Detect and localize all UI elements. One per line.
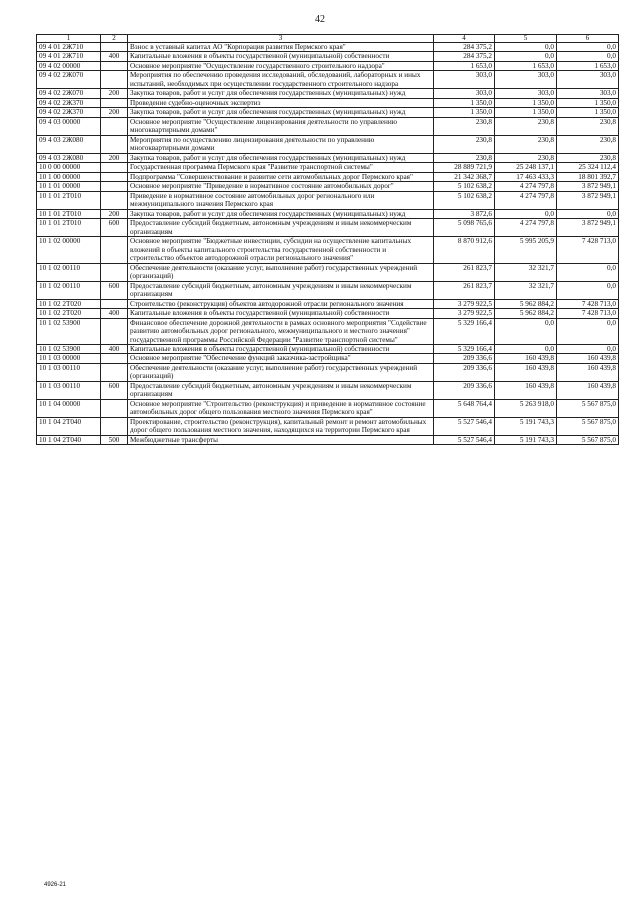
table-row: [37, 435, 619, 444]
amount-col5-cell: 0,0: [495, 209, 557, 218]
code-cell: 09 4 01 2Ж710: [37, 43, 101, 52]
code-cell: 10 1 01 2Т010: [37, 191, 101, 209]
code-cell: 10 1 02 00110: [37, 281, 101, 299]
expense-type-cell: [101, 399, 128, 417]
amount-col4-cell: 303,0: [434, 71, 495, 89]
amount-col6-cell: 7 428 713,0: [557, 309, 619, 318]
expense-type-cell: 500: [101, 435, 128, 444]
table-row: [37, 209, 619, 218]
amount-col6-cell: 18 801 392,7: [557, 172, 619, 181]
name-cell: Предоставление субсидий бюджетным, автономным учреждениям и иным некоммерческим организациям: [128, 219, 434, 237]
amount-col6-cell: 230,8: [557, 153, 619, 162]
amount-col4-cell: 209 336,6: [434, 363, 495, 381]
table-row: [37, 71, 619, 89]
amount-col6-cell: 0,0: [557, 43, 619, 52]
amount-col6-cell: 5 567 875,0: [557, 399, 619, 417]
amount-col4-cell: 21 342 368,7: [434, 172, 495, 181]
table-row: [37, 108, 619, 117]
expense-type-cell: 200: [101, 153, 128, 162]
name-cell: Основное мероприятие "Бюджетные инвестиции, субсидии на осуществление капитальных вложений в объекты капитального строительства государственной собственности и строительство объектов автодорожной отрасли регионального значения": [128, 237, 434, 263]
expense-type-cell: [101, 61, 128, 70]
name-cell: Основное мероприятие "Приведение в нормативное состояние автомобильных дорог": [128, 182, 434, 191]
col-header-2: 2: [101, 35, 128, 43]
name-cell: Подпрограмма "Совершенствование и развитие сети автомобильных дорог Пермского края": [128, 172, 434, 181]
code-cell: 09 4 02 2Ж370: [37, 98, 101, 107]
table-row: [37, 117, 619, 135]
code-cell: 09 4 01 2Ж710: [37, 52, 101, 61]
table-row: [37, 309, 619, 318]
amount-col5-cell: 160 439,8: [495, 363, 557, 381]
code-cell: 10 1 04 2Т040: [37, 417, 101, 435]
amount-col6-cell: 0,0: [557, 318, 619, 344]
expense-type-cell: [101, 98, 128, 107]
table-row: [37, 219, 619, 237]
code-cell: 10 1 03 00110: [37, 381, 101, 399]
name-cell: Проведение судебно-оценочных экспертиз: [128, 98, 434, 107]
amount-col5-cell: 5 962 884,2: [495, 309, 557, 318]
name-cell: Финансовое обеспечение дорожной деятельности в рамках основного мероприятия "Содействие развитию автомобильных дорог регионального, межмуниципального и местного значения" государственной программы Российской Федерации "Развитие транспортной системы": [128, 318, 434, 344]
amount-col5-cell: 0,0: [495, 318, 557, 344]
name-cell: Взнос в уставный капитал АО "Корпорация развития Пермского края": [128, 43, 434, 52]
expense-type-cell: 600: [101, 219, 128, 237]
expense-type-cell: 400: [101, 52, 128, 61]
name-cell: Основное мероприятие "Обеспечение функций заказчика-застройщика": [128, 354, 434, 363]
expense-type-cell: 200: [101, 89, 128, 98]
amount-col4-cell: 5 329 166,4: [434, 318, 495, 344]
code-cell: 10 1 02 2Т020: [37, 309, 101, 318]
name-cell: Межбюджетные трансферты: [128, 435, 434, 444]
table-row: [37, 399, 619, 417]
amount-col5-cell: 0,0: [495, 344, 557, 353]
amount-col5-cell: 4 274 797,8: [495, 182, 557, 191]
col-header-6: 6: [557, 35, 619, 43]
code-cell: 10 1 01 00000: [37, 182, 101, 191]
code-cell: 10 1 04 00000: [37, 399, 101, 417]
code-cell: 10 1 00 00000: [37, 172, 101, 181]
name-cell: Предоставление субсидий бюджетным, автономным учреждениям и иным некоммерческим организациям: [128, 381, 434, 399]
amount-col6-cell: 3 872 949,1: [557, 182, 619, 191]
amount-col6-cell: 160 439,8: [557, 363, 619, 381]
table-row: [37, 52, 619, 61]
expense-type-cell: [101, 417, 128, 435]
amount-col4-cell: 209 336,6: [434, 381, 495, 399]
table-row: [37, 61, 619, 70]
expense-type-cell: 400: [101, 344, 128, 353]
table-row: [37, 237, 619, 263]
table-row: [37, 172, 619, 181]
name-cell: Предоставление субсидий бюджетным, автономным учреждениям и иным некоммерческим организациям: [128, 281, 434, 299]
amount-col6-cell: 5 567 875,0: [557, 417, 619, 435]
code-cell: 09 4 02 2Ж070: [37, 89, 101, 98]
table-row: [37, 281, 619, 299]
expense-type-cell: [101, 135, 128, 153]
page-number: 42: [315, 14, 325, 25]
expense-type-cell: 200: [101, 108, 128, 117]
amount-col6-cell: 230,8: [557, 135, 619, 153]
amount-col6-cell: 0,0: [557, 281, 619, 299]
name-cell: Закупка товаров, работ и услуг для обеспечения государственных (муниципальных) нужд: [128, 153, 434, 162]
amount-col6-cell: 3 872 949,1: [557, 191, 619, 209]
code-cell: 10 1 01 2Т010: [37, 219, 101, 237]
code-cell: 10 1 01 2Т010: [37, 209, 101, 218]
amount-col4-cell: 3 279 922,5: [434, 309, 495, 318]
amount-col4-cell: 5 102 638,2: [434, 191, 495, 209]
amount-col6-cell: 1 350,0: [557, 108, 619, 117]
amount-col5-cell: 230,8: [495, 135, 557, 153]
amount-col4-cell: 5 329 166,4: [434, 344, 495, 353]
amount-col5-cell: 32 321,7: [495, 263, 557, 281]
table-row: [37, 163, 619, 172]
table-row: [37, 299, 619, 308]
col-header-1: 1: [37, 35, 101, 43]
code-cell: 10 1 02 53900: [37, 344, 101, 353]
amount-col4-cell: 5 098 765,6: [434, 219, 495, 237]
code-cell: 09 4 03 2Ж080: [37, 153, 101, 162]
table-row: [37, 417, 619, 435]
name-cell: Основное мероприятие "Осуществление лицензирования деятельности по управлению многоквартирными домами": [128, 117, 434, 135]
amount-col6-cell: 160 439,8: [557, 381, 619, 399]
amount-col5-cell: 5 263 918,0: [495, 399, 557, 417]
name-cell: Основное мероприятие "Осуществление государственного строительного надзора": [128, 61, 434, 70]
code-cell: 09 4 02 00000: [37, 61, 101, 70]
table-row: [37, 354, 619, 363]
amount-col5-cell: 0,0: [495, 43, 557, 52]
name-cell: Мероприятия по обеспечению проведения исследований, обследований, лабораторных и иных испытаний, необходимых при осуществлении государственного строительного надзора: [128, 71, 434, 89]
amount-col4-cell: 284 375,2: [434, 43, 495, 52]
name-cell: Приведение в нормативное состояние автомобильных дорог регионального или межмуниципального значения Пермского края: [128, 191, 434, 209]
expense-type-cell: 600: [101, 381, 128, 399]
table-row: [37, 182, 619, 191]
amount-col5-cell: 5 191 743,3: [495, 417, 557, 435]
name-cell: Государственная программа Пермского края "Развитие транспортной системы": [128, 163, 434, 172]
col-header-5: 5: [495, 35, 557, 43]
code-cell: 10 1 03 00110: [37, 363, 101, 381]
amount-col4-cell: 3 872,6: [434, 209, 495, 218]
table-body: [37, 43, 619, 445]
code-cell: 09 4 03 00000: [37, 117, 101, 135]
amount-col4-cell: 261 823,7: [434, 281, 495, 299]
amount-col4-cell: 5 527 546,4: [434, 417, 495, 435]
expense-type-cell: [101, 263, 128, 281]
amount-col4-cell: 8 870 912,6: [434, 237, 495, 263]
amount-col6-cell: 230,8: [557, 117, 619, 135]
name-cell: Капитальные вложения в объекты государственной (муниципальной) собственности: [128, 344, 434, 353]
name-cell: Обеспечение деятельности (оказание услуг, выполнение работ) государственных учреждений (организаций): [128, 263, 434, 281]
amount-col4-cell: 5 527 546,4: [434, 435, 495, 444]
name-cell: Строительство (реконструкция) объектов автодорожной отрасли регионального значения: [128, 299, 434, 308]
expense-type-cell: [101, 163, 128, 172]
code-cell: 10 1 03 00000: [37, 354, 101, 363]
amount-col6-cell: 0,0: [557, 52, 619, 61]
table-row: [37, 363, 619, 381]
amount-col5-cell: 303,0: [495, 71, 557, 89]
footer-code: 4926-21: [44, 882, 67, 888]
amount-col5-cell: 17 463 433,3: [495, 172, 557, 181]
amount-col6-cell: 0,0: [557, 263, 619, 281]
amount-col5-cell: 160 439,8: [495, 354, 557, 363]
code-cell: 09 4 02 2Ж070: [37, 71, 101, 89]
amount-col4-cell: 230,8: [434, 117, 495, 135]
amount-col6-cell: 303,0: [557, 89, 619, 98]
amount-col4-cell: 28 889 721,9: [434, 163, 495, 172]
code-cell: 10 1 02 2Т020: [37, 299, 101, 308]
amount-col5-cell: 0,0: [495, 52, 557, 61]
name-cell: Закупка товаров, работ и услуг для обеспечения государственных (муниципальных) нужд: [128, 209, 434, 218]
amount-col5-cell: 1 350,0: [495, 108, 557, 117]
amount-col4-cell: 5 648 764,4: [434, 399, 495, 417]
amount-col5-cell: 230,8: [495, 117, 557, 135]
amount-col4-cell: 209 336,6: [434, 354, 495, 363]
amount-col4-cell: 230,8: [434, 135, 495, 153]
expense-type-cell: 400: [101, 309, 128, 318]
amount-col5-cell: 303,0: [495, 89, 557, 98]
expense-type-cell: [101, 117, 128, 135]
amount-col6-cell: 303,0: [557, 71, 619, 89]
amount-col6-cell: 1 350,0: [557, 98, 619, 107]
name-cell: Проектирование, строительство (реконструкция), капитальный ремонт и ремонт автомобильных дорог общего пользования местного значения, находящихся на территории Пермского края: [128, 417, 434, 435]
amount-col6-cell: 7 428 713,0: [557, 299, 619, 308]
name-cell: Мероприятия по осуществлению лицензирования деятельности по управлению многоквартирными домами: [128, 135, 434, 153]
code-cell: 10 1 02 53900: [37, 318, 101, 344]
table-row: [37, 89, 619, 98]
expense-type-cell: 200: [101, 209, 128, 218]
amount-col5-cell: 230,8: [495, 153, 557, 162]
amount-col5-cell: 4 274 797,8: [495, 191, 557, 209]
amount-col4-cell: 230,8: [434, 153, 495, 162]
expense-type-cell: [101, 191, 128, 209]
table-row: [37, 191, 619, 209]
amount-col6-cell: 7 428 713,0: [557, 237, 619, 263]
expense-type-cell: [101, 299, 128, 308]
amount-col6-cell: 25 324 112,4: [557, 163, 619, 172]
name-cell: Основное мероприятие "Строительство (реконструкция) и приведение в нормативное состояние автомобильных дорог общего пользования местного значения Пермского края": [128, 399, 434, 417]
code-cell: 10 0 00 00000: [37, 163, 101, 172]
amount-col5-cell: 32 321,7: [495, 281, 557, 299]
col-header-4: 4: [434, 35, 495, 43]
table-row: [37, 98, 619, 107]
amount-col5-cell: 1 653,0: [495, 61, 557, 70]
code-cell: 10 1 02 00110: [37, 263, 101, 281]
expense-type-cell: [101, 71, 128, 89]
code-cell: 09 4 03 2Ж080: [37, 135, 101, 153]
amount-col6-cell: 160 439,8: [557, 354, 619, 363]
amount-col5-cell: 1 350,0: [495, 98, 557, 107]
amount-col5-cell: 5 995 205,9: [495, 237, 557, 263]
name-cell: Обеспечение деятельности (оказание услуг, выполнение работ) государственных учреждений (организаций): [128, 363, 434, 381]
name-cell: Капитальные вложения в объекты государственной (муниципальной) собственности: [128, 309, 434, 318]
table-row: [37, 43, 619, 52]
amount-col5-cell: 4 274 797,8: [495, 219, 557, 237]
expense-type-cell: [101, 318, 128, 344]
code-cell: 10 1 02 00000: [37, 237, 101, 263]
amount-col4-cell: 1 350,0: [434, 98, 495, 107]
table-row: [37, 344, 619, 353]
table-row: [37, 318, 619, 344]
table-row: [37, 263, 619, 281]
expense-type-cell: 600: [101, 281, 128, 299]
amount-col4-cell: 261 823,7: [434, 263, 495, 281]
amount-col4-cell: 303,0: [434, 89, 495, 98]
amount-col4-cell: 5 102 638,2: [434, 182, 495, 191]
amount-col6-cell: 1 653,0: [557, 61, 619, 70]
name-cell: Закупка товаров, работ и услуг для обеспечения государственных (муниципальных) нужд: [128, 89, 434, 98]
amount-col5-cell: 5 962 884,2: [495, 299, 557, 308]
code-cell: 10 1 04 2Т040: [37, 435, 101, 444]
table-row: [37, 135, 619, 153]
code-cell: 09 4 02 2Ж370: [37, 108, 101, 117]
expense-type-cell: [101, 43, 128, 52]
amount-col6-cell: 0,0: [557, 344, 619, 353]
budget-table: [36, 34, 619, 445]
name-cell: Капитальные вложения в объекты государственной (муниципальной) собственности: [128, 52, 434, 61]
name-cell: Закупка товаров, работ и услуг для обеспечения государственных (муниципальных) нужд: [128, 108, 434, 117]
amount-col4-cell: 1 350,0: [434, 108, 495, 117]
amount-col6-cell: 5 567 875,0: [557, 435, 619, 444]
amount-col5-cell: 160 439,8: [495, 381, 557, 399]
amount-col6-cell: 3 872 949,1: [557, 219, 619, 237]
expense-type-cell: [101, 354, 128, 363]
expense-type-cell: [101, 363, 128, 381]
amount-col4-cell: 284 375,2: [434, 52, 495, 61]
col-header-3: 3: [128, 35, 434, 43]
amount-col5-cell: 25 248 137,1: [495, 163, 557, 172]
expense-type-cell: [101, 172, 128, 181]
header-row: [37, 35, 619, 43]
amount-col6-cell: 0,0: [557, 209, 619, 218]
table-row: [37, 153, 619, 162]
expense-type-cell: [101, 237, 128, 263]
table-row: [37, 381, 619, 399]
amount-col4-cell: 3 279 922,5: [434, 299, 495, 308]
amount-col5-cell: 5 191 743,3: [495, 435, 557, 444]
expense-type-cell: [101, 182, 128, 191]
amount-col4-cell: 1 653,0: [434, 61, 495, 70]
